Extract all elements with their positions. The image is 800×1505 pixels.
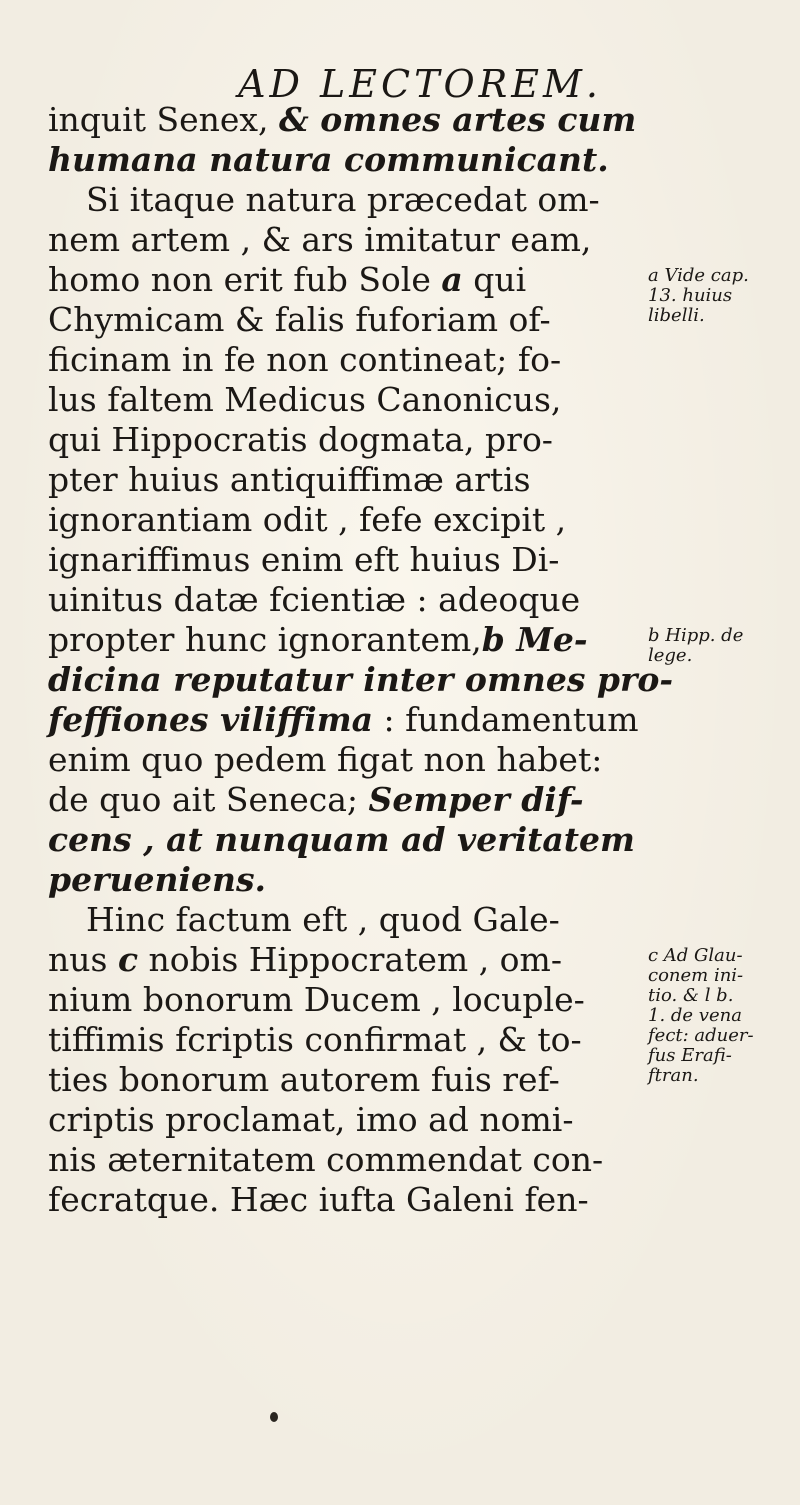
roman-text: criptis proclamat, imo ad nomi-: [48, 1100, 574, 1139]
margin-note-line: 1. de vena: [648, 1005, 742, 1026]
roman-text: fecratque. Hæc iufta Galeni fen-: [48, 1180, 589, 1219]
text-line: [48, 540, 633, 580]
margin-note-a: [648, 266, 796, 326]
italic-text: humana natura communicant.: [48, 140, 609, 179]
text-line: [48, 180, 633, 220]
margin-note-line: a Vide cap.: [648, 265, 749, 286]
italic-text: & omnes artes cum: [279, 100, 637, 139]
italic-text: c: [117, 940, 139, 979]
margin-note-line: fect: aduer-: [648, 1025, 754, 1046]
text-line: [48, 1100, 633, 1140]
roman-text: propter hunc ignorantem,: [48, 620, 482, 659]
running-head: AD LECTOREM.: [238, 62, 602, 106]
roman-text: lus faltem Medicus Canonicus,: [48, 380, 562, 419]
roman-text: ignorantiam odit , fefe excipit ,: [48, 500, 567, 539]
text-line: [48, 1180, 633, 1220]
printer-mark-dot: [270, 1412, 278, 1422]
italic-text: perueniens.: [48, 860, 267, 899]
roman-text: nem artem , & ars imitatur eam,: [48, 220, 592, 259]
roman-text: pter huius antiquiffimæ artis: [48, 460, 531, 499]
text-line: [48, 860, 633, 900]
text-line: [48, 740, 633, 780]
margin-note-line: fus Erafi-: [648, 1045, 732, 1066]
margin-note-line: libelli.: [648, 305, 705, 326]
roman-text: tiffimis fcriptis confirmat , & to-: [48, 1020, 582, 1059]
text-line: [48, 340, 633, 380]
text-line: [48, 380, 633, 420]
text-line: [48, 460, 633, 500]
roman-text: uinitus datæ fcientiæ : adeoque: [48, 580, 581, 619]
text-line: [48, 1020, 633, 1060]
italic-text: feffiones viliffima: [48, 700, 374, 739]
italic-text: cens , at nunquam ad veritatem: [48, 820, 635, 859]
roman-text: inquit Senex,: [48, 100, 279, 139]
text-line: [48, 580, 633, 620]
text-line: [48, 100, 637, 140]
roman-text: nis æternitatem commendat con-: [48, 1140, 604, 1179]
roman-text: ignariffimus enim eft huius Di-: [48, 540, 560, 579]
roman-text: nobis Hippocratem , om-: [138, 940, 562, 979]
roman-text: enim quo pedem figat non habet:: [48, 740, 603, 779]
text-line: [48, 420, 633, 460]
italic-text: a: [441, 260, 463, 299]
margin-note-line: 13. huius: [648, 285, 733, 306]
italic-text: dicina reputatur inter omnes pro-: [48, 660, 674, 699]
roman-text: Hinc factum eft , quod Gale-: [86, 900, 560, 939]
roman-text: Chymicam & falis fuforiam of-: [48, 300, 551, 339]
margin-note-line: tio. & l b.: [648, 985, 734, 1006]
text-line: [48, 780, 633, 820]
text-line: [48, 900, 633, 940]
margin-note-line: b Hipp. de: [648, 625, 744, 646]
roman-text: homo non erit fub Sole: [48, 260, 442, 299]
text-line: [48, 700, 639, 740]
text-line: [48, 940, 633, 980]
text-line: [48, 300, 633, 340]
roman-text: ficinam in fe non contineat; fo-: [48, 340, 562, 379]
roman-text: nium bonorum Ducem , locuple-: [48, 980, 585, 1019]
italic-text: Semper dif-: [368, 780, 584, 819]
margin-note-line: ftran.: [648, 1065, 699, 1086]
text-line: [48, 140, 633, 180]
margin-note-line: conem ini-: [648, 965, 744, 986]
text-line: [48, 980, 633, 1020]
roman-text: : fundamentum: [373, 700, 639, 739]
roman-text: Si itaque natura præcedat om-: [86, 180, 600, 219]
margin-note-c: [648, 946, 796, 1086]
text-line: [48, 660, 674, 700]
text-line: [48, 260, 633, 300]
roman-text: qui Hippocratis dogmata, pro-: [48, 420, 553, 459]
roman-text: qui: [462, 260, 527, 299]
margin-note-b: [648, 626, 796, 666]
roman-text: nus: [48, 940, 118, 979]
roman-text: ties bonorum autorem fuis ref-: [48, 1060, 560, 1099]
text-line: [48, 1140, 633, 1180]
text-line: [48, 820, 633, 860]
text-line: [48, 220, 633, 260]
text-line: [48, 1060, 633, 1100]
margin-note-line: lege.: [648, 645, 693, 666]
text-line: [48, 500, 633, 540]
margin-note-line: c Ad Glau-: [648, 945, 743, 966]
text-line: [48, 620, 633, 660]
italic-text: b Me-: [481, 620, 588, 659]
roman-text: de quo ait Seneca;: [48, 780, 369, 819]
